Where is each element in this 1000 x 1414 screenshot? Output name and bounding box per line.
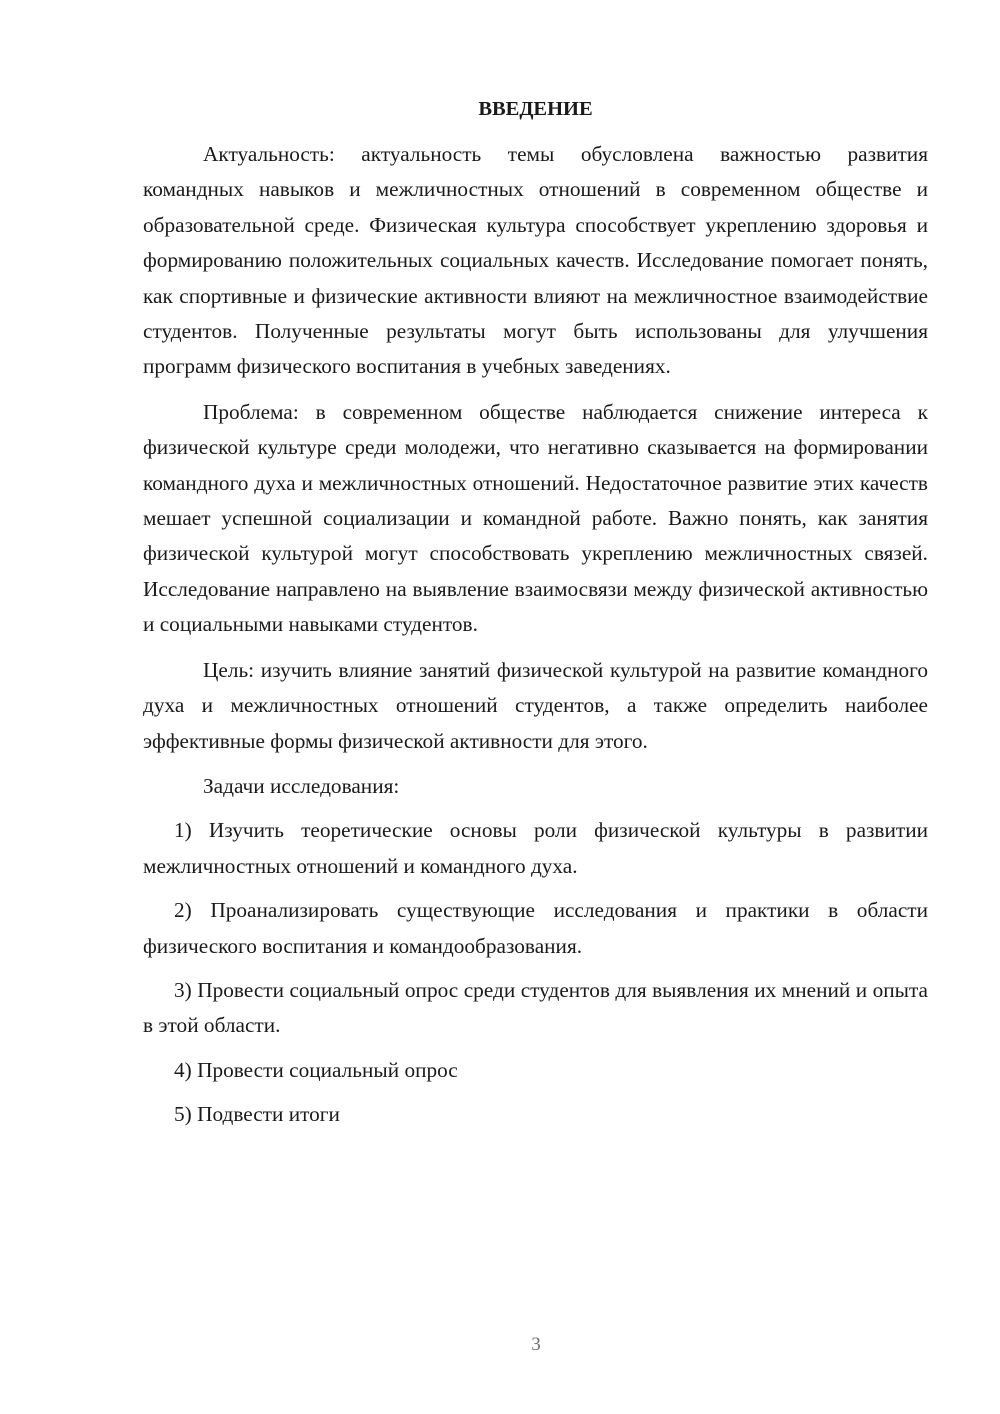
task-item: 3) Провести социальный опрос среди студентов для выявления их мнений и опыта в этой области. — [143, 977, 928, 1038]
page-number: 3 — [531, 1334, 541, 1355]
tasks-heading: Задачи исследования: — [203, 773, 400, 798]
goal-paragraph: Цель: изучить влияние занятий физической культурой на развитие командного духа и межличностных отношений студентов, а также определить наиболее эффективные формы физической активности для этого. — [143, 657, 928, 753]
section-title: ВВЕДЕНИЕ — [478, 98, 593, 120]
task-item: 4) Провести социальный опрос — [174, 1057, 458, 1082]
task-item: 1) Изучить теоретические основы роли физической культуры в развитии межличностных отношений и командного духа. — [143, 818, 928, 878]
document-page — [143, 92, 928, 1133]
tasks-list — [143, 813, 928, 1132]
task-item: 2) Проанализировать существующие исследования и практики в области физического воспитания и командообразования. — [143, 898, 928, 958]
problem-paragraph: Проблема: в современном обществе наблюдается снижение интереса к физической культуре среди молодежи, что негативно сказывается на формировании командного духа и межличностных отношений. Недостаточное развитие этих качеств мешает успешной социализации и командной работе. Важно понять, как занятия физической культурой могут способствовать укреплению межличностных связей. Исследование направлено на выявление взаимосвязи между физической активностью и социальными навыками студентов. — [143, 399, 928, 637]
task-item: 5) Подвести итоги — [174, 1102, 340, 1127]
relevance-paragraph: Актуальность: актуальность темы обусловлена важностью развития командных навыков и межличностных отношений в современном обществе и образовательной среде. Физическая культура способствует укреплению здоровья и формированию положительных социальных качеств. Исследование помогает понять, как спортивные и физические активности влияют на межличностное взаимодействие студентов. Полученные результаты могут быть использованы для улучшения программ физического воспитания в учебных заведениях. — [143, 142, 928, 379]
